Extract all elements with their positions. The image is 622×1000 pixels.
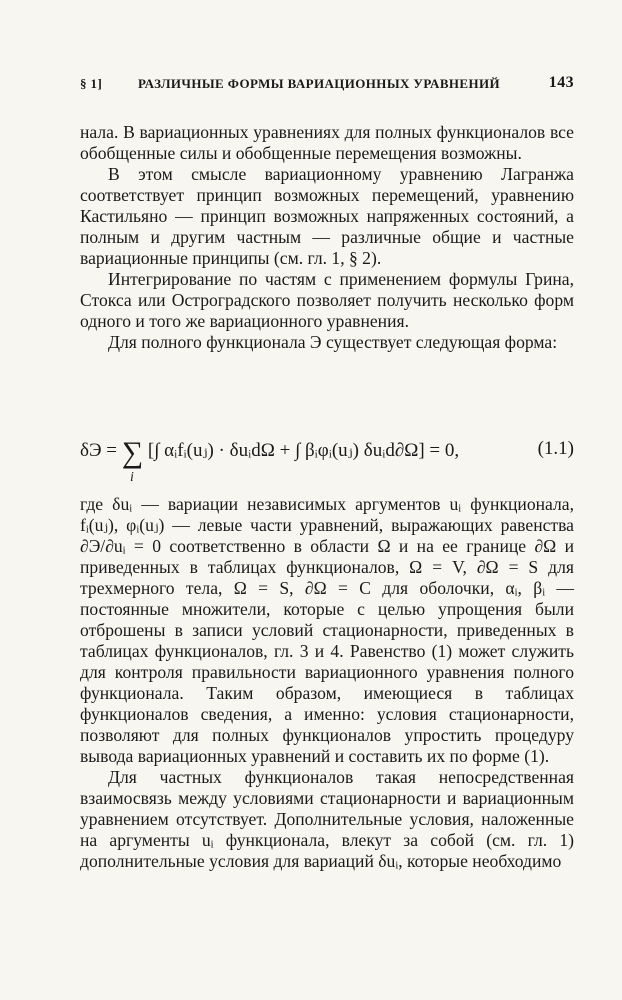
sum-index: i [130, 470, 134, 485]
text-block-top [80, 122, 574, 353]
equation-1-1 [80, 430, 574, 485]
paragraph: Интегрирование по частям с применением формулы Грина, Стокса или Остроградского позволяет получить несколько форм одного и того же вариационного уравнения. [80, 269, 574, 331]
sum-symbol: ∑ [121, 436, 144, 469]
text-block-bottom [80, 494, 574, 872]
paragraph: где δuᵢ — вариации независимых аргументов uᵢ функционала, fᵢ(uⱼ), φᵢ(uⱼ) — левые части уравнений, выражающих равенства ∂Э/∂uᵢ = 0 соответственно в области Ω и на ее границе ∂Ω и приведенных в таблицах функционалов, Ω = V, ∂Ω = S для трехмерного тела, Ω = S, ∂Ω = C для оболочки, αᵢ, βᵢ — постоянные множители, которые с целью упрощения были отброшены в записи условий стационарности, приведенных в таблицах функционалов, гл. 3 и 4. Равенство (1) может служить для контроля правильности вариационного уравнения полного функционала. Таким образом, имеющиеся в таблицах функционалов сведения, а именно: условия стационарности, позволяют для полных функционалов упростить процедуру вывода вариационных уравнений и составить их по форме (1). [80, 494, 574, 766]
running-header [80, 74, 574, 96]
paragraph: В этом смысле вариационному уравнению Лагранжа соответствует принцип возможных перемещений, уравнению Кастильяно — принцип возможных напряженных состояний, а полным и другим частным — различные общие и частные вариационные принципы (см. гл. 1, § 2). [80, 164, 574, 268]
equation-integrals: [∫ αᵢfᵢ(uⱼ) · δuᵢdΩ + ∫ βᵢφᵢ(uⱼ) δuᵢd∂Ω] = 0, [147, 440, 460, 461]
paragraph: Для частных функционалов такая непосредственная взаимосвязь между условиями стационарности и вариационным уравнением отсутствует. Дополнительные условия, наложенные на аргументы uᵢ функционала, влекут за собой (см. гл. 1) дополнительные условия для вариаций δuᵢ, которые необходимо [80, 767, 574, 871]
equation-number: (1.1) [537, 438, 574, 459]
equation-left: δЭ = [80, 440, 117, 461]
section-mark: § 1] [80, 76, 103, 91]
equation-body [80, 436, 459, 470]
paragraph: нала. В вариационных уравнениях для полных функционалов все обобщенные силы и обобщенные перемещения возможны. [80, 122, 574, 163]
paragraph: Для полного функционала Э существует следующая форма: [108, 332, 558, 352]
page-number: 143 [548, 74, 574, 91]
running-title: РАЗЛИЧНЫЕ ФОРМЫ ВАРИАЦИОННЫХ УРАВНЕНИЙ [138, 76, 501, 91]
